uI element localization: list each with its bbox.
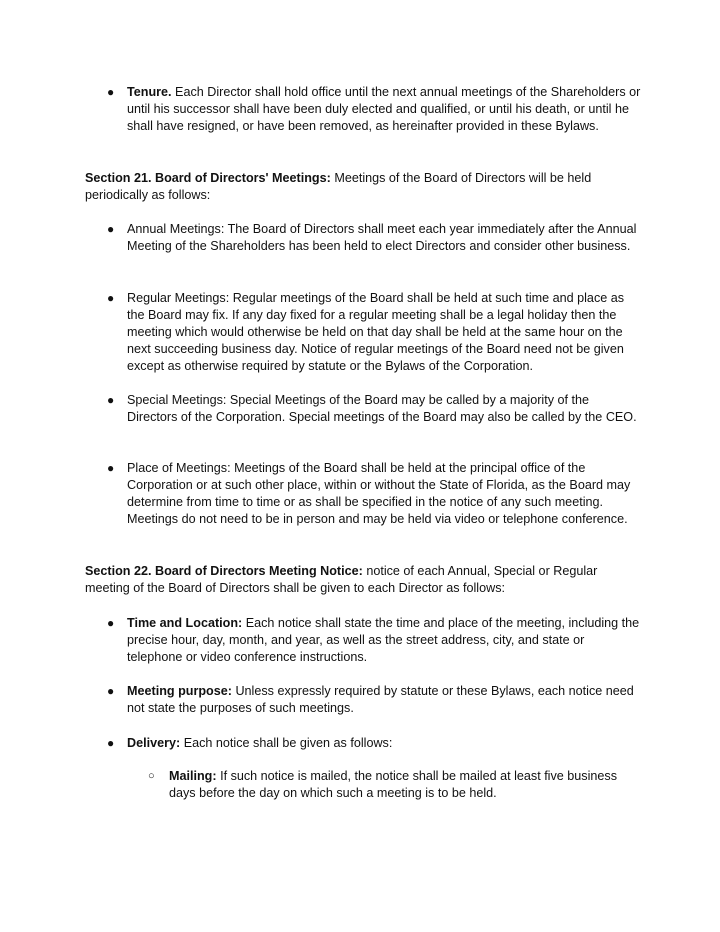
bullet-text: Regular Meetings: Regular meetings of the Board shall be held at such time and place as the Board may fix. If any day fixed for a regular meeting shall be a legal holiday then the meeting which would otherwise be held on that day shall be held at the same hour on the next succeeding business day. Notice of regular meetings of the Board need not be given except as otherwise required by statute or the Bylaws of the Corporation. [127,291,625,373]
sub-bullet-heading: Mailing: [169,769,217,783]
bullet-dot-icon: ● [107,616,115,630]
section-22-paragraph [85,563,645,597]
bullet-heading: Meeting purpose: [127,684,232,698]
bullet-text: Each notice shall be given as follows: [180,736,393,750]
section-21-heading: Section 21. Board of Directors' Meetings: [85,171,331,185]
bullet-heading: Time and Location: [127,616,243,630]
bullet-dot-icon: ● [107,736,115,750]
bullet-heading: Delivery: [127,736,181,750]
bullet-time-and-location [107,615,642,666]
bullet-dot-icon: ● [107,85,115,99]
bullet-text: Each Director shall hold office until the next annual meetings of the Shareholders or until his successor shall have been duly elected and qualified, or until his death, or until he shall have resigned, or have been removed, as hereinafter provided in these Bylaws. [127,85,641,133]
bullet-dot-icon: ● [107,684,115,698]
bullet-text: Annual Meetings: The Board of Directors shall meet each year immediately after the Annual Meeting of the Shareholders has been held to elect Directors and consider other business. [127,222,637,253]
bullet-meeting-purpose [107,683,642,717]
bullet-tenure [107,84,642,135]
bullet-dot-icon: ● [107,222,115,236]
hollow-circle-bullet-icon: ○ [148,770,155,782]
bullet-text: Each notice shall state the time and place of the meeting, including the precise hour, day, month, and year, as well as the street address, city, and state or telephone or video conference instructions. [127,616,640,664]
bullet-heading: Tenure. [127,85,172,99]
sub-bullet-mailing [148,768,639,802]
bullet-delivery [107,735,642,752]
bullet-dot-icon: ● [107,393,115,407]
bullet-text: Place of Meetings: Meetings of the Board shall be held at the principal office of the Corporation or at such other place, within or without the State of Florida, as the Board may determine from time to time or as shall be specified in the notice of any such meeting. Meetings do not need to be in person and may be held via video or telephone conference. [127,461,631,526]
section-22-heading: Section 22. Board of Directors Meeting Notice: [85,564,363,578]
bullet-place-of-meetings [107,460,642,528]
section-21-paragraph [85,170,645,204]
sub-bullet-text: If such notice is mailed, the notice shall be mailed at least five business days before the day on which such a meeting is to be held. [169,769,617,800]
bullet-special-meetings [107,392,642,426]
section-22-text: notice of each Annual, Special or Regular meeting of the Board of Directors shall be given to each Director as follows: [85,564,598,595]
section-21-text: Meetings of the Board of Directors will be held periodically as follows: [85,171,592,202]
bullet-text: Special Meetings: Special Meetings of the Board may be called by a majority of the Directors of the Corporation. Special meetings of the Board may also be called by the CEO. [127,393,637,424]
bullet-dot-icon: ● [107,461,115,475]
bullet-dot-icon: ● [107,291,115,305]
bullet-regular-meetings [107,290,642,375]
bullet-annual-meetings [107,221,642,255]
bullet-text: Unless expressly required by statute or these Bylaws, each notice need not state the purposes of such meetings. [127,684,634,715]
